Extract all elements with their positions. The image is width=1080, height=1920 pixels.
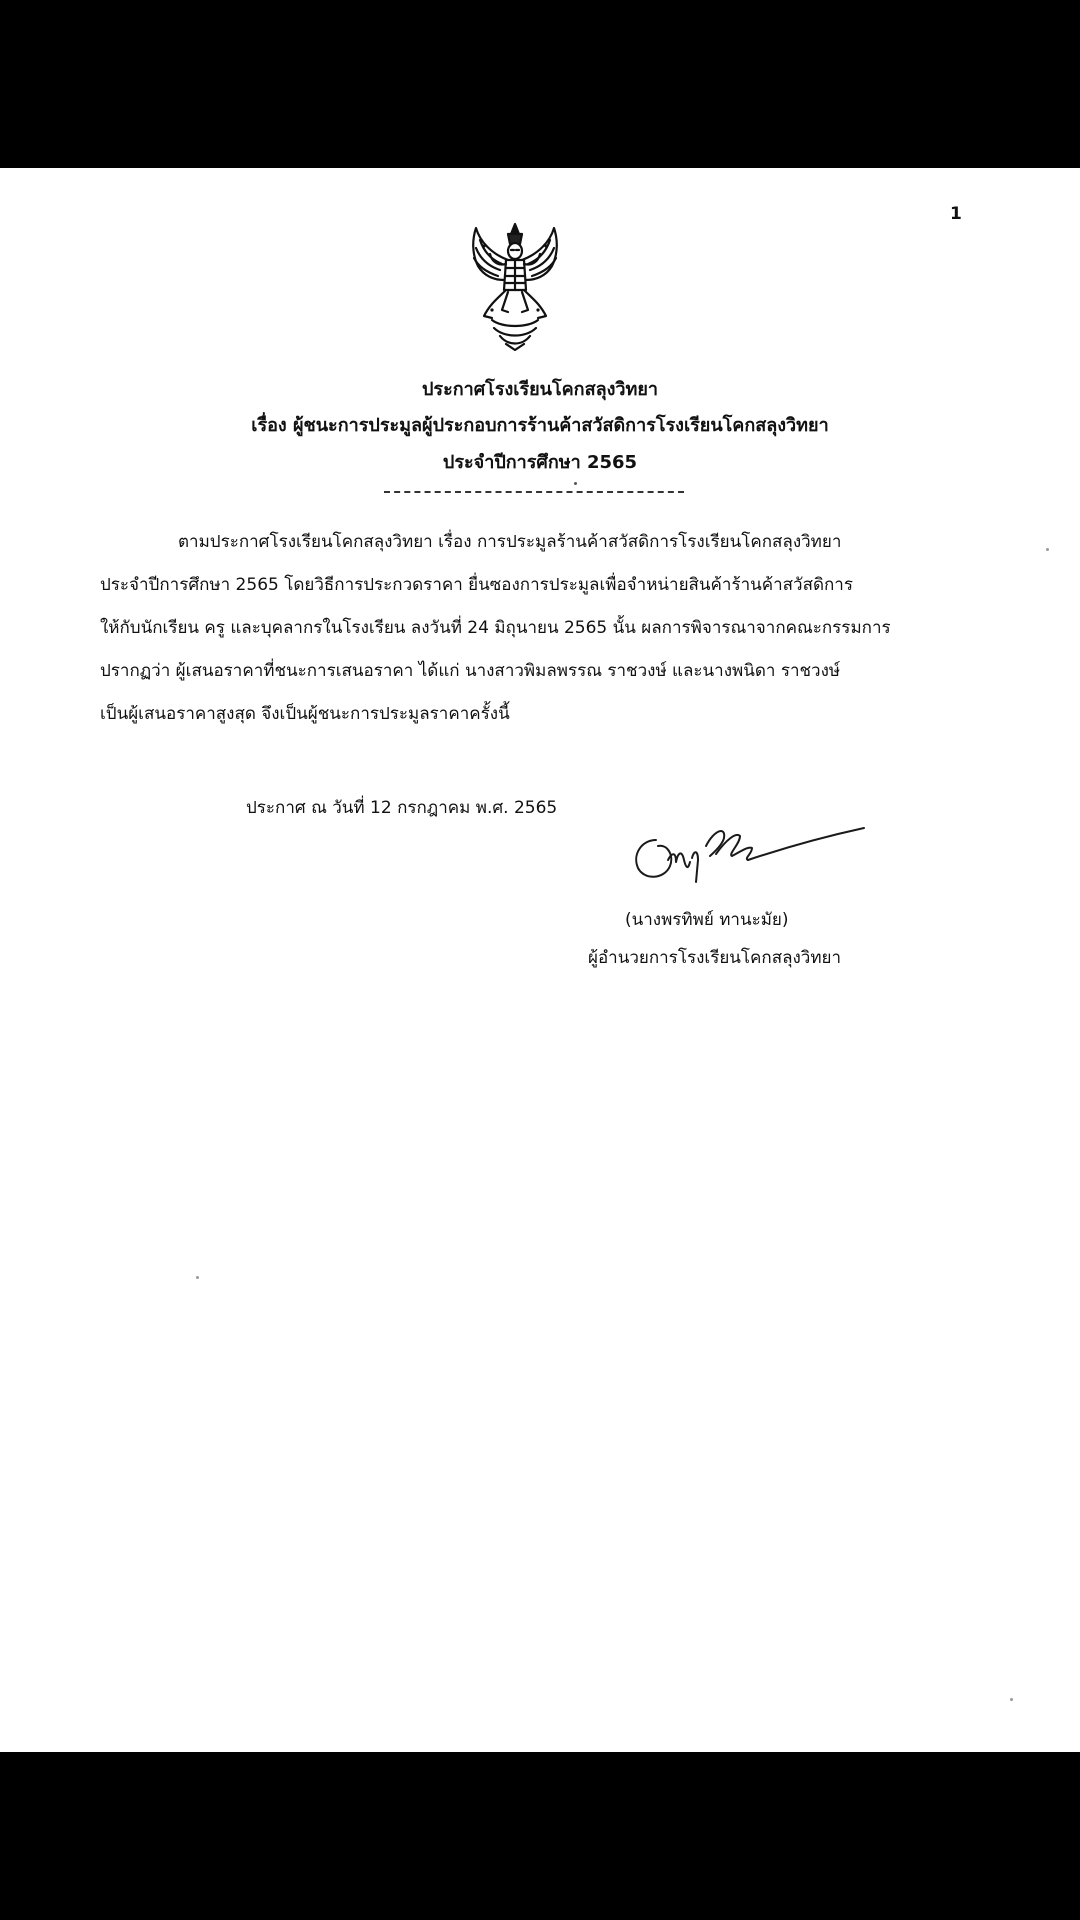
academic-year: ประจำปีการศึกษา 2565 (442, 452, 638, 473)
handwritten-signature (628, 810, 868, 888)
paper-speck (1046, 548, 1049, 551)
announcement-subject: เรื่อง ผู้ชนะการประมูลผู้ประกอบการร้านค้าสวัสดิการโรงเรียนโคกสลุงวิทยา (251, 415, 829, 436)
dashed-divider (384, 491, 684, 493)
body-line: ประจำปีการศึกษา 2565 โดยวิธีการประกวดราคา ยื่นซองการประมูลเพื่อจำหน่ายสินค้าร้านค้าสวัสดิการ (100, 575, 853, 595)
body-line: ให้กับนักเรียน ครู และบุคลากรในโรงเรียน ลงวันที่ 24 มิถุนายน 2565 นั้น ผลการพิจารณาจากคณะกรรมการ (100, 618, 891, 638)
announcement-date: ประกาศ ณ วันที่ 12 กรกฎาคม พ.ศ. 2565 (246, 798, 558, 818)
document-page (0, 168, 1080, 1752)
garuda-emblem-icon (462, 220, 568, 352)
signatory-name: (นางพรทิพย์ ทานะมัย) (625, 910, 789, 930)
paper-speck (196, 1276, 199, 1279)
body-line: เป็นผู้เสนอราคาสูงสุด จึงเป็นผู้ชนะการประมูลราคาครั้งนี้ (100, 704, 510, 724)
signatory-title: ผู้อำนวยการโรงเรียนโคกสลุงวิทยา (588, 948, 842, 968)
ink-speck (574, 482, 577, 485)
body-line: ตามประกาศโรงเรียนโคกสลุงวิทยา เรื่อง การประมูลร้านค้าสวัสดิการโรงเรียนโคกสลุงวิทยา (178, 532, 842, 552)
announcement-title: ประกาศโรงเรียนโคกสลุงวิทยา (421, 379, 659, 400)
page-number: 1 (950, 204, 962, 224)
body-line: ปรากฏว่า ผู้เสนอราคาที่ชนะการเสนอราคา ได้แก่ นางสาวพิมลพรรณ ราชวงษ์ และนางพนิดา ราชวงษ์ (100, 661, 841, 681)
paper-speck (1010, 1698, 1013, 1701)
